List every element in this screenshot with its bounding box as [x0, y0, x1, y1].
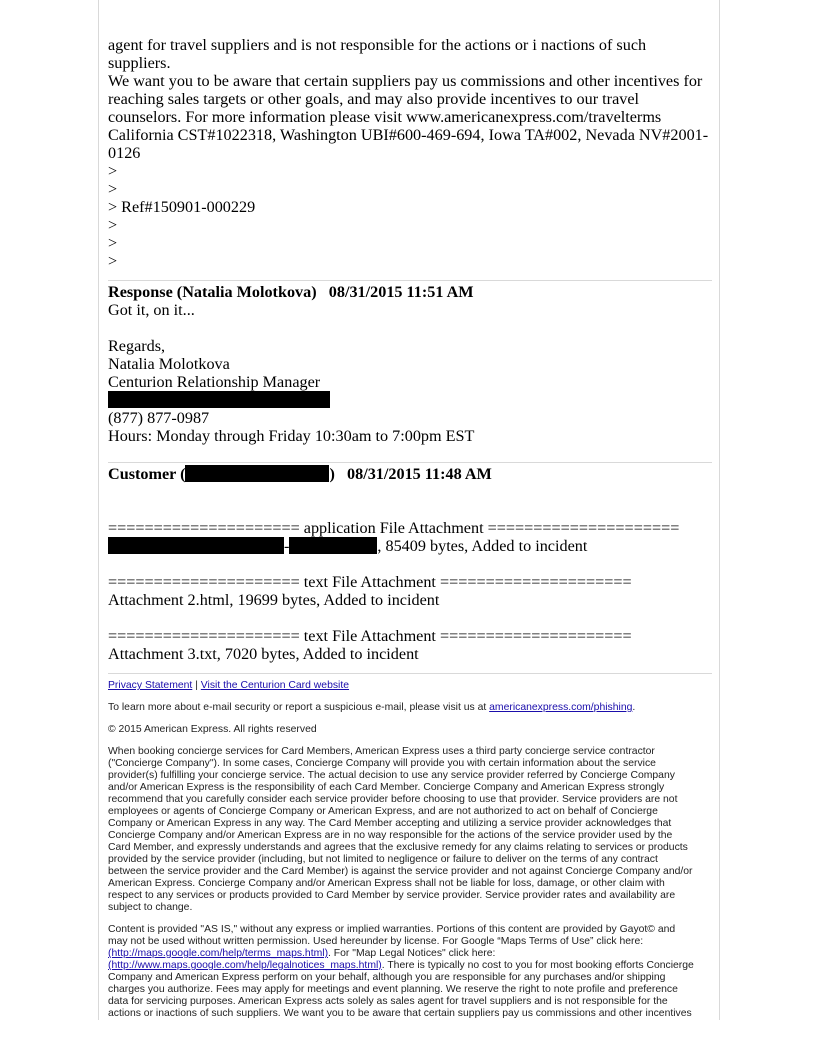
attachment-detail: Attachment 2.html, 19699 bytes, Added to incident: [108, 591, 440, 609]
footer-links: [108, 680, 712, 692]
message-content: [108, 36, 712, 1020]
disclaimer-line: employees or agents of Concierge Company or American Express, and are not authorized to act on behalf of Concierge: [108, 806, 658, 817]
quote-marker: >: [108, 180, 118, 198]
disclaimer-line: subject to change.: [108, 902, 193, 913]
customer-header: [108, 465, 712, 483]
content-disclaimer: [108, 924, 712, 1020]
quote-marker: >: [108, 234, 118, 252]
blank-line: [108, 555, 712, 573]
attachment-header: ===================== application File Attachment =====================: [108, 519, 680, 537]
disclaimer-line: [108, 960, 712, 972]
email-tail-line: reaching sales targets or other goals, and may also provide incentives to our travel: [108, 90, 640, 108]
security-text: To learn more about e-mail security or report a suspicious e-mail, please visit us at: [108, 702, 490, 713]
response-header: Response (Natalia Molotkova) 08/31/2015 11:51 AM: [108, 283, 474, 301]
regards-text: Regards,: [108, 337, 166, 355]
redaction-block: [289, 537, 377, 554]
disclaimer-line: respect to any services or products provided to Card Member by service provider. Service provider rates and availability are: [108, 890, 676, 901]
disclaimer-line: may not be used without written permission. Used hereunder by license. For Google “Maps Terms of Use” click here:: [108, 936, 644, 947]
period: .: [632, 702, 636, 713]
attachment-detail: [108, 537, 712, 555]
attachment-header: ===================== text File Attachment =====================: [108, 627, 632, 645]
attachment-detail: Attachment 3.txt, 7020 bytes, Added to incident: [108, 645, 419, 663]
disclaimer-line: [108, 948, 712, 960]
reference-number: > Ref#150901-000229: [108, 198, 256, 216]
disclaimer-text: . For "Map Legal Notices" click here:: [328, 948, 496, 959]
disclaimer-line: data for servicing purposes. American Express acts solely as sales agent for travel suppliers and is not responsible for the: [108, 996, 668, 1007]
agent-phone: (877) 877-0987: [108, 409, 210, 427]
email-tail-line: 0126: [108, 144, 141, 162]
email-tail-line: agent for travel suppliers and is not responsible for the actions or i nactions of such suppliers.: [108, 36, 647, 72]
copyright: © 2015 American Express. All rights reserved: [108, 724, 317, 735]
disclaimer-line: actions or inactions of such suppliers. We want you to be aware that certain suppliers pay us commissions and other incentives: [108, 1008, 692, 1019]
attachment-size-text: , 85409 bytes, Added to incident: [377, 537, 588, 555]
disclaimer-line: recommend that you carefully consider each service provider before choosing to use that provider. Service providers are not: [108, 794, 678, 805]
email-tail: [108, 36, 712, 270]
agent-name: Natalia Molotkova: [108, 355, 230, 373]
response-section: [108, 281, 712, 445]
disclaimer-line: Company or American Express in any way. The Card Member accepting and utilizing a service provider acknowledges that: [108, 818, 672, 829]
disclaimer-line: Concierge Company and/or American Express are in no way responsible for the actions of the service provider used by the: [108, 830, 673, 841]
disclaimer-line: Content is provided "AS IS," without any express or implied warranties. Portions of this content are provided by Gayot© and: [108, 924, 676, 935]
blank-line: [108, 319, 712, 337]
email-tail-line: We want you to be aware that certain suppliers pay us commissions and other incentives for: [108, 72, 703, 90]
customer-section: [108, 463, 712, 663]
blank-line: [108, 483, 712, 501]
maps-terms-link[interactable]: (http://maps.google.com/help/terms_maps.html): [108, 948, 329, 959]
disclaimer-text: . There is typically no cost to you for most booking efforts Concierge: [381, 960, 694, 971]
legal-notices-link[interactable]: (http://www.maps.google.com/help/legalnotices_maps.html): [108, 960, 382, 971]
blank-line: [108, 501, 712, 519]
disclaimer-line: charges you authorize. Fees may apply for meetings and event planning. We reserve the right to note profile and preference: [108, 984, 678, 995]
redaction-block: [108, 391, 330, 408]
quote-marker: >: [108, 216, 118, 234]
disclaimer-line: and/or American Express is the responsibility of each Card Member. Concierge Company and American Express strongly: [108, 782, 665, 793]
privacy-statement-link[interactable]: Privacy Statement: [108, 680, 193, 691]
disclaimer-line: American Express. Concierge Company and/or American Express shall not be liable for loss, damage, or other claim with: [108, 878, 665, 889]
centurion-website-link[interactable]: Visit the Centurion Card website: [200, 680, 350, 691]
link-divider: |: [192, 680, 201, 691]
email-tail-line: counselors. For more information please visit www.americanexpress.com/travelterms: [108, 108, 662, 126]
disclaimer-line: provider(s) fulfilling your concierge service. The actual decision to use any service provider referred by Concierge Company: [108, 770, 675, 781]
disclaimer-line: provided by the service provider (including, but not limited to negligence or failure to deliver on the terms of any contract: [108, 854, 658, 865]
response-body: Got it, on it...: [108, 301, 195, 319]
attachment-hyphen: -: [284, 537, 290, 555]
disclaimer-line: ("Concierge Company"). In some cases, Concierge Company will provide you with certain information about the service: [108, 758, 656, 769]
blank-line: [108, 609, 712, 627]
agent-title: Centurion Relationship Manager: [108, 373, 321, 391]
disclaimer-line: Card Member, and expressly understands and agrees that the exclusive remedy for any claims relating to services or products: [108, 842, 688, 853]
disclaimer-line: Company and American Express perform on your behalf, although you are responsible for any purchases and/or shipping: [108, 972, 666, 983]
disclaimer-line: When booking concierge services for Card Members, American Express uses a third party concierge service contractor: [108, 746, 655, 757]
customer-header-prefix: Customer (: [108, 465, 186, 483]
phishing-link[interactable]: americanexpress.com/phishing: [489, 702, 633, 713]
quote-marker: >: [108, 252, 118, 270]
redaction-block: [108, 537, 284, 554]
redacted-line: [108, 391, 712, 409]
concierge-disclaimer: [108, 746, 712, 914]
attachment-header: ===================== text File Attachment =====================: [108, 573, 632, 591]
quote-marker: >: [108, 162, 118, 180]
disclaimer-line: between the service provider and the Card Member) is against the service provider and not against Concierge Company and/or: [108, 866, 693, 877]
email-footer: [108, 674, 712, 1020]
email-tail-line: California CST#1022318, Washington UBI#600-469-694, Iowa TA#002, Nevada NV#2001-: [108, 126, 709, 144]
redaction-block: [185, 465, 329, 482]
customer-header-suffix: ) 08/31/2015 11:48 AM: [329, 465, 492, 483]
agent-hours: Hours: Monday through Friday 10:30am to 7:00pm EST: [108, 427, 475, 445]
security-notice: [108, 702, 712, 714]
